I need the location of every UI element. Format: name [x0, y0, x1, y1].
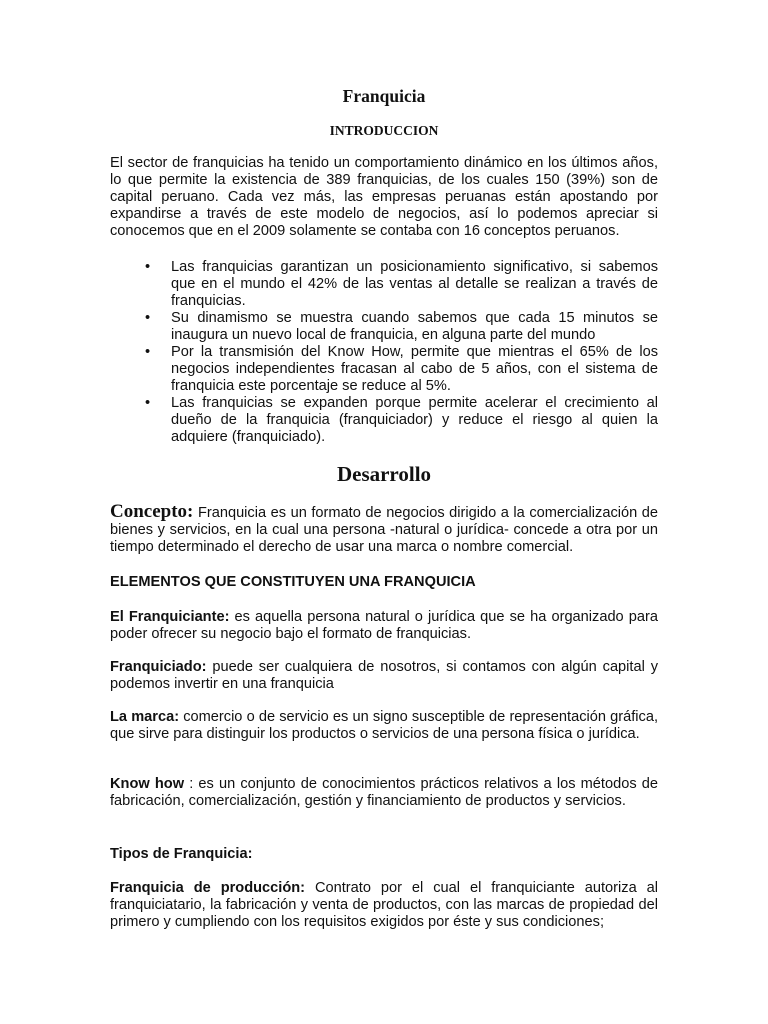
- list-item-text: Su dinamismo se muestra cuando sabemos que cada 15 minutos se inaugura un nuevo local de franquicia, en alguna parte del mundo: [171, 310, 658, 343]
- document-page: [110, 0, 658, 1024]
- concepto-term: Concepto:: [110, 501, 194, 522]
- list-item-text: Las franquicias se expanden porque permite acelerar el crecimiento al dueño de la franquicia (franquiciador) y reduce el riesgo al quien la adquiere (franquiciado).: [171, 395, 658, 445]
- franquiciado-text: puede ser cualquiera de nosotros, si contamos con algún capital y podemos invertir en una franquicia: [110, 659, 658, 692]
- section-heading: Desarrollo: [336, 462, 432, 486]
- list-item: [145, 395, 658, 446]
- produccion-term: Franquicia de producción:: [110, 880, 306, 896]
- list-item-text: Las franquicias garantizan un posicionamiento significativo, si sabemos que en el mundo el 42% de las ventas al detalle se realizan a través de franquicias.: [171, 259, 658, 309]
- franquiciado-term: Franquiciado:: [110, 659, 207, 675]
- franquiciante-paragraph: [110, 609, 658, 643]
- list-item: [145, 310, 658, 344]
- introduction-heading: INTRODUCCION: [329, 123, 439, 138]
- document-title: Franquicia: [342, 86, 426, 106]
- knowhow-text: : es un conjunto de conocimientos prácticos relativos a los métodos de fabricación, comercialización, gestión y financiamiento de productos y servicios.: [110, 776, 658, 809]
- marca-term: La marca:: [110, 709, 180, 725]
- benefits-list: [145, 259, 658, 446]
- list-item-text: Por la transmisión del Know How, permite que mientras el 65% de los negocios independientes fracasan al cabo de 5 años, con el sistema de franquicia este porcentaje se reduce al 5%.: [171, 344, 658, 394]
- bullet-icon: •: [145, 395, 151, 411]
- list-item: [145, 344, 658, 395]
- tipos-heading: Tipos de Franquicia:: [110, 846, 253, 862]
- produccion-paragraph: [110, 880, 658, 931]
- bullet-icon: •: [145, 310, 151, 326]
- concepto-text: Franquicia es un formato de negocios dirigido a la comercialización de bienes y servicios, en la cual una persona -natural o jurídica- concede a otra por un tiempo determinado el derecho de usar una marca o nombre comercial.: [110, 505, 658, 555]
- franquiciante-text: es aquella persona natural o jurídica que se ha organizado para poder ofrecer su negocio bajo el formato de franquicias.: [110, 609, 658, 642]
- elementos-heading: ELEMENTOS QUE CONSTITUYEN UNA FRANQUICIA: [110, 574, 476, 590]
- intro-paragraph: El sector de franquicias ha tenido un comportamiento dinámico en los últimos años, lo que permite la existencia de 389 franquicias, de los cuales 150 (39%) son de capital peruano. Cada vez más, las empresas peruanas están apostando por expandirse a través de este modelo de negocios, así lo podemos apreciar si conocemos que en el 2009 solamente se contaba con 16 conceptos peruanos.: [110, 155, 658, 239]
- list-item: [145, 259, 658, 310]
- knowhow-term: Know how: [110, 776, 185, 792]
- franquiciado-paragraph: [110, 659, 658, 693]
- concepto-paragraph: [110, 503, 658, 556]
- bullet-icon: •: [145, 344, 151, 360]
- produccion-text: Contrato por el cual el franquiciante autoriza al franquiciatario, la fabricación y venta de productos, con las marcas de propiedad del primero y cumpliendo con los requisitos exigidos por éste y sus condiciones;: [110, 880, 658, 930]
- franquiciante-term: El Franquiciante:: [110, 609, 230, 625]
- knowhow-paragraph: [110, 776, 658, 810]
- bullet-icon: •: [145, 259, 151, 275]
- marca-text: comercio o de servicio es un signo susceptible de representación gráfica, que sirve para distinguir los productos o servicios de una persona física o jurídica.: [110, 709, 659, 742]
- marca-paragraph: [110, 709, 658, 743]
